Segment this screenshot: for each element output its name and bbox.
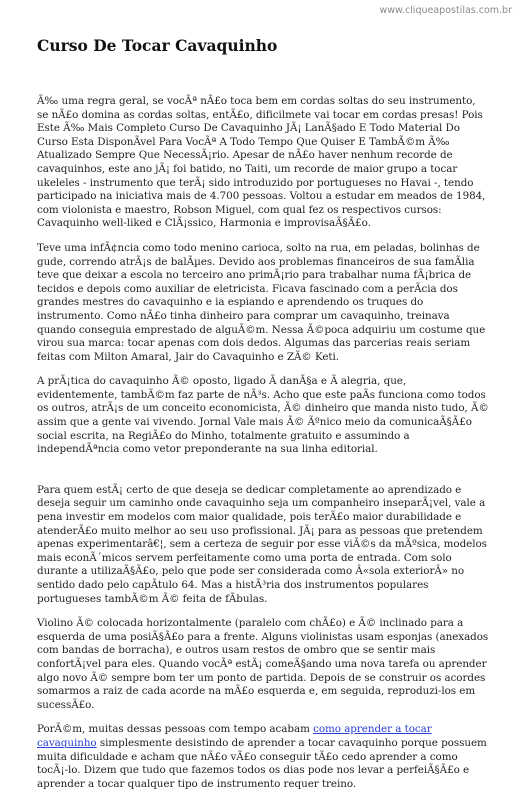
article-body	[37, 95, 489, 802]
paragraph-4: Para quem estÃ¡ certo de que deseja se dedicar completamente ao aprendizado e deseja seguir um caminho onde cavaquinho seja um companheiro inseparÃ¡vel, vale a pena investir em modelos com maior qualidade, pois terÃ£o maior durabilidade e atenderÃ£o muito melhor ao seu uso profissional. JÃ¡ para as pessoas que pretendem apenas experimentarâ€¦, sem a certeza de seguir por esse viÃ©s da mÃºsica, modelos mais econÃ´micos servem perfeitamente como uma porta de entrada. Com solo durante a utilizaÃ§Ã£o, pelo que pode ser considerada como Â«sola exteriorÂ» no sentido dado pelo capÃtulo 64. Mas a histÃ³ria dos instrumentos populares portugueses tambÃ©m Ã© feita de fÃbulas.	[37, 483, 487, 605]
paragraph-6-start: PorÃ©m, muitas dessas pessoas com tempo acabam	[37, 723, 314, 736]
paragraph-1: Ã‰ uma regra geral, se vocÃª nÃ£o toca bem em cordas soltas do seu instrumento, se nÃ£o domina as cordas soltas, entÃ£o, dificilmete vai tocar em cordas presas! Pois Este Ã‰ Mais Completo Curso De Cavaquinho JÃ¡ LanÃ§ado E Todo Material Do Curso Esta DisponÃvel Para VocÃª A Todo Tempo Que Quiser E TambÃ©m Ã‰ Atualizado Sempre Que NecessÃ¡rio. Apesar de nÃ£o haver nenhum recorde de cavaquinhos, este ano jÃ¡ foi batido, no Taiti, um recorde de maior grupo a tocar ukeleles - instrumento que terÃ¡ sido introduzido por portugueses no Havai -, tendo participado na iniciativa mais de 4.700 pessoas. Voltou a estudar em meados de 1984, com violonista e maestro, Robson Miguel, com qual fez os respectivos cursos: Cavaquinho well-liked e ClÃ¡ssico, Harmonia e improvisaÃ§Ã£o.	[37, 95, 486, 230]
paragraph-3: A prÃ¡tica do cavaquinho Ã© oposto, ligado Ã danÃ§a e Ã alegria, que, evidentemente, tambÃ©m faz parte de nÃ³s. Acho que este paÃs funciona como todos os outros, atrÃ¡s de um conceito economicista, Ã© dinheiro que manda nisto tudo, Ã© assim que a gente vai vivendo. Jornal Vale mais Ã© Ãºnico meio da comunicaÃ§Ã£o social escrita, na RegiÃ£o do Minho, totalmente gratuito e assumindo a independÃªncia como vetor preponderante na sua linha editorial.	[37, 375, 489, 456]
learn-cavaquinho-link[interactable]: como aprender a tocar cavaquinho	[37, 723, 432, 749]
page-title: Curso De Tocar Cavaquinho	[37, 36, 278, 55]
paragraph-2: Teve uma infÃ¢ncia como todo menino carioca, solto na rua, em peladas, bolinhas de gude, correndo atrÃ¡s de balÃµes. Devido aos problemas financeiros de sua famÃlia teve que deixar a escola no terceiro ano primÃ¡rio para trabalhar numa fÃ¡brica de tecidos e depois como auxiliar de eletricista. Ficava fascinado com a perÃcia dos grandes mestres do cavaquinho e ia espiando e aprendendo os truques do instrumento. Como nÃ£o tinha dinheiro para comprar um cavaquinho, treinava quando conseguia emprestado de alguÃ©m. Nessa Ã©poca adquiriu um costume que virou sua marca: tocar apenas com dois dedos. Algumas das parcerias reais seriam feitas com Milton Amaral, Jair do Cavaquinho e ZÃ© Keti.	[37, 241, 486, 363]
paragraph-6-end: simplesmente desistindo de aprender a tocar cavaquinho porque possuem muita dificuldade e acham que nÃ£o vÃ£o conseguir tÃ£o cedo aprender a como tocÃ¡-lo. Dizem que tudo que fazemos todos os dias pode nos levar a perfeiÃ§Ã£o e aprender a tocar qualquer tipo de instrumento requer treino.	[37, 736, 487, 790]
paragraph-6	[37, 723, 489, 791]
paragraph-5: Violino Ã© colocada horizontalmente (paralelo com chÃ£o) e Ã© inclinado para a esquerda de uma posiÃ§Ã£o para a frente. Alguns violinistas usam esponjas (anexados com bandas de borracha), e outros usam restos de ombro que se sentir mais confortÃ¡vel para eles. Quando vocÃª estÃ¡ comeÃ§ando uma nova tarefa ou aprender algo novo Ã© sempre bom ter um ponto de partida. Depois de se construir os acordes somarmos a raiz de cada acorde na mÃ£o esquerda e, em seguida, reproduzi-los em sucessÃ£o.	[37, 617, 489, 711]
header-url: www.cliqueapostilas.com.br	[379, 5, 512, 16]
